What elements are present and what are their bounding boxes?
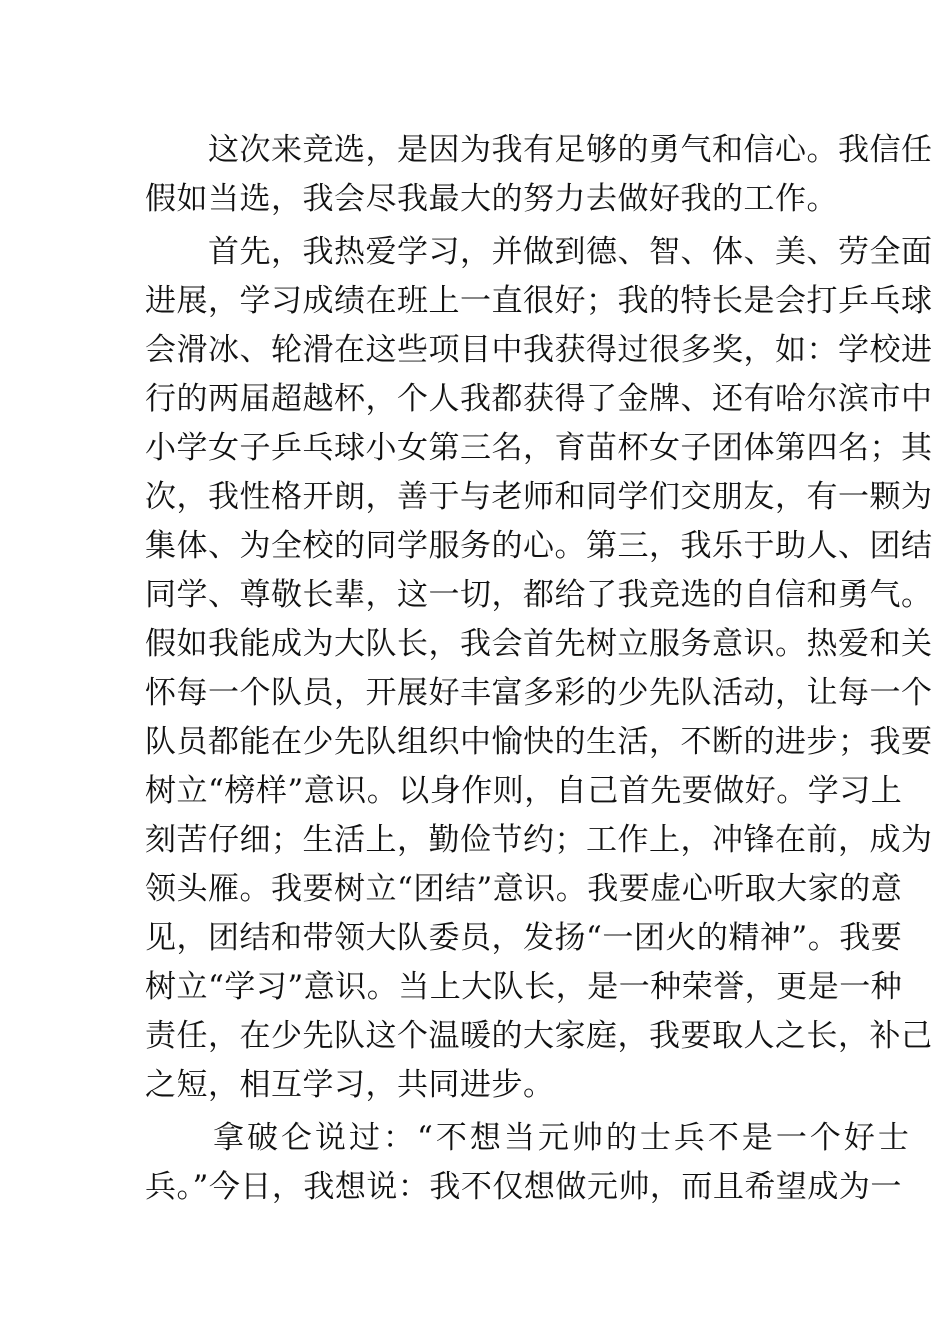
text-line: 见，团结和带领大队委员，发扬“一团火的精神”。我要 <box>145 920 903 956</box>
text-line: 这次来竞选，是因为我有足够的勇气和信心。我信任 <box>145 132 933 168</box>
text-line: 同学、尊敬长辈，这一切，都给了我竞选的自信和勇气。 <box>145 577 933 613</box>
text-line: 假如我能成为大队长，我会首先树立服务意识。热爱和关 <box>145 626 933 662</box>
text-line: 行的两届超越杯，个人我都获得了金牌、还有哈尔滨市中 <box>145 381 933 417</box>
text-line: 领头雁。我要树立“团结”意识。我要虚心听取大家的意 <box>145 871 903 907</box>
text-line: 兵。”今日，我想说：我不仅想做元帅，而且希望成为一 <box>145 1169 902 1205</box>
text-line: 进展，学习成绩在班上一直很好；我的特长是会打乒乓球 <box>145 283 933 319</box>
document-body <box>145 126 933 1212</box>
text-line: 假如当选，我会尽我最大的努力去做好我的工作。 <box>145 181 838 217</box>
text-line: 会滑冰、轮滑在这些项目中我获得过很多奖，如：学校进 <box>145 332 933 368</box>
text-line: 责任，在少先队这个温暖的大家庭，我要取人之长，补己 <box>145 1018 933 1054</box>
text-line: 刻苦仔细；生活上，勤俭节约；工作上，冲锋在前，成为 <box>145 822 933 858</box>
text-line: 树立“学习”意识。当上大队长，是一种荣誉，更是一种 <box>145 969 903 1005</box>
text-line: 小学女子乒乓球小女第三名，育苗杯女子团体第四名；其 <box>145 430 933 466</box>
text-line: 拿破仑说过：“不想当元帅的士兵不是一个好士 <box>145 1120 912 1156</box>
text-line: 树立“榜样”意识。以身作则，自己首先要做好。学习上 <box>145 773 903 809</box>
text-line: 怀每一个队员，开展好丰富多彩的少先队活动，让每一个 <box>145 675 933 711</box>
text-line: 首先，我热爱学习，并做到德、智、体、美、劳全面 <box>145 234 933 270</box>
text-line: 队员都能在少先队组织中愉快的生活，不断的进步；我要 <box>145 724 933 760</box>
text-line: 之短，相互学习，共同进步。 <box>145 1067 555 1103</box>
text-line: 集体、为全校的同学服务的心。第三，我乐于助人、团结 <box>145 528 933 564</box>
text-line: 次，我性格开朗，善于与老师和同学们交朋友，有一颗为 <box>145 479 933 515</box>
